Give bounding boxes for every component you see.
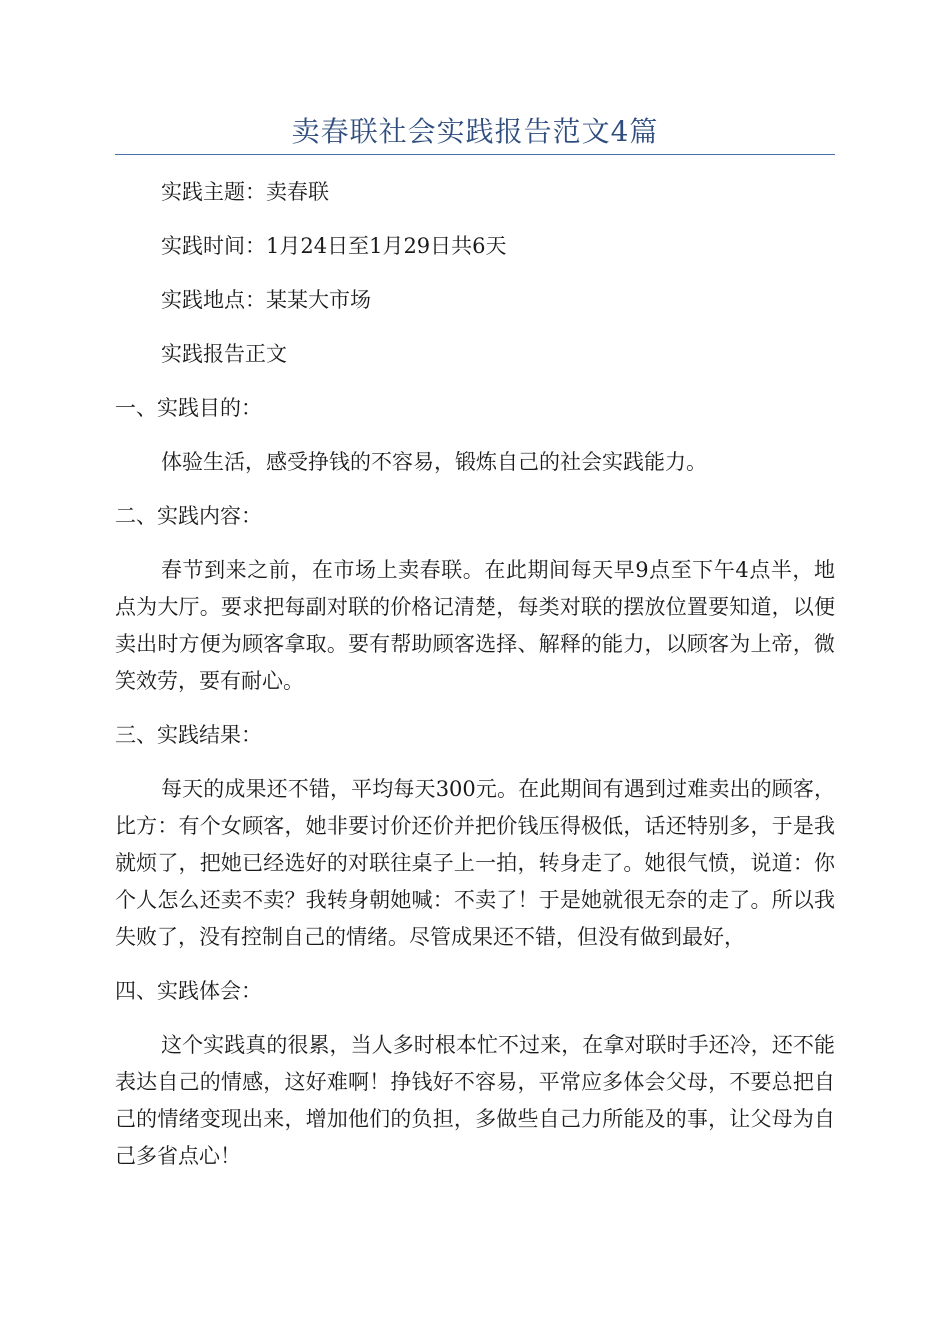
section-heading-experience: 四、实践体会： bbox=[115, 979, 262, 1003]
section-heading-result: 三、实践结果： bbox=[115, 723, 262, 747]
paragraph-purpose: 体验生活，感受挣钱的不容易，锻炼自己的社会实践能力。 bbox=[161, 450, 707, 474]
paragraph-time: 实践时间：1月24日至1月29日共6天 bbox=[161, 234, 507, 258]
section-heading-purpose: 一、实践目的： bbox=[115, 396, 262, 420]
document-title: 卖春联社会实践报告范文4篇 bbox=[291, 115, 659, 148]
section-heading-content: 二、实践内容： bbox=[115, 504, 262, 528]
paragraph-report-heading: 实践报告正文 bbox=[161, 342, 287, 366]
paragraph-theme: 实践主题：卖春联 bbox=[161, 180, 329, 204]
paragraph-location: 实践地点：某某大市场 bbox=[161, 288, 371, 312]
paragraph-content: 春节到来之前，在市场上卖春联。在此期间每天早9点至下午4点半，地点为大厅。要求把每副对联的价格记清楚，每类对联的摆放位置要知道，以便卖出时方便为顾客拿取。要有帮助顾客选择、解释的能力，以顾客为上帝，微笑效劳，要有耐心。 bbox=[115, 558, 835, 693]
title-underline bbox=[115, 154, 835, 155]
paragraph-experience: 这个实践真的很累，当人多时根本忙不过来，在拿对联时手还冷，还不能表达自己的情感，这好难啊！挣钱好不容易，平常应多体会父母，不要总把自己的情绪变现出来，增加他们的负担，多做些自己力所能及的事，让父母为自己多省点心！ bbox=[115, 1033, 835, 1168]
document-body bbox=[115, 174, 835, 1192]
paragraph-result: 每天的成果还不错，平均每天300元。在此期间有遇到过难卖出的顾客，比方：有个女顾客，她非要讨价还价并把价钱压得极低，话还特别多，于是我就烦了，把她已经选好的对联往桌子上一拍，转身走了。她很气愤，说道：你个人怎么还卖不卖？我转身朝她喊：不卖了！于是她就很无奈的走了。所以我失败了，没有控制自己的情绪。尽管成果还不错，但没有做到最好， bbox=[115, 777, 835, 949]
